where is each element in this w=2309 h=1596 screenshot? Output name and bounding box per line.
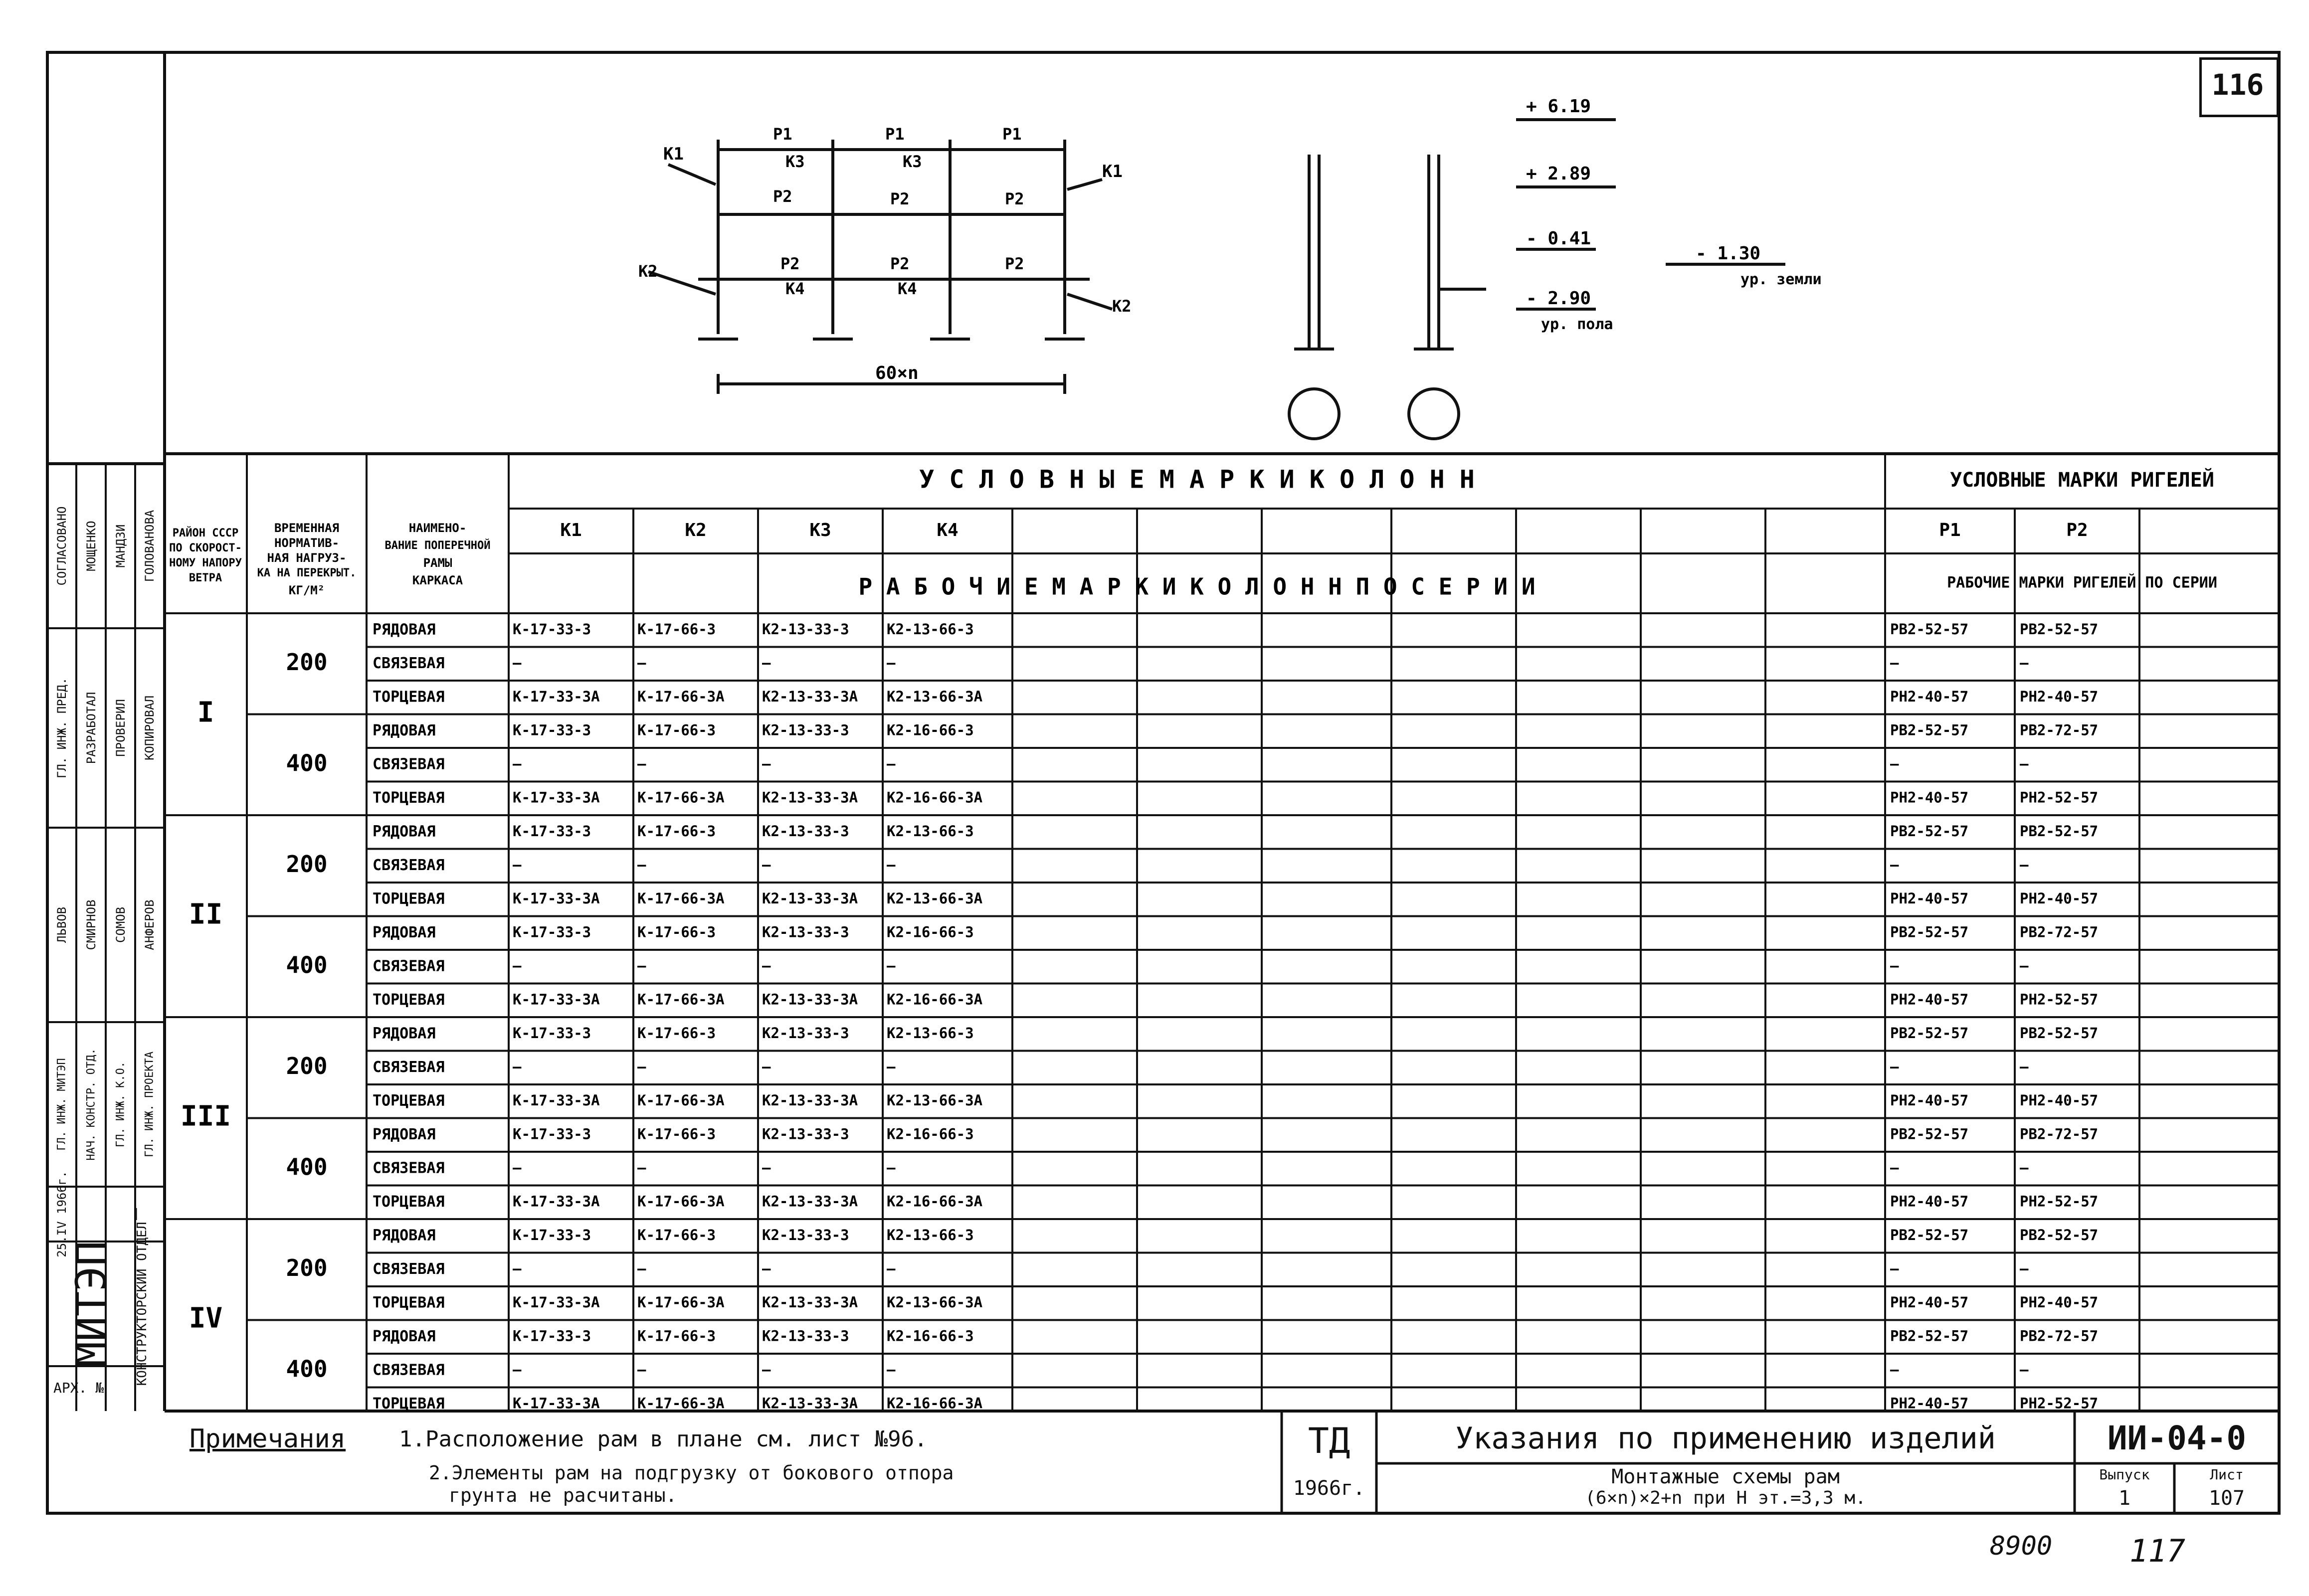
- column-mark: —: [762, 957, 771, 974]
- frame-type: РЯДОВАЯ: [373, 1025, 436, 1043]
- beam-mark: РВ2-72-57: [2020, 1125, 2099, 1143]
- column-mark: —: [762, 856, 771, 874]
- column-mark: К2-13-66-3А: [887, 688, 983, 705]
- header-name: РАМЫ: [423, 556, 452, 570]
- load-value: 400: [286, 951, 328, 979]
- beam-mark: РВ2-52-57: [1890, 1125, 1969, 1143]
- column-mark: К-17-33-3: [513, 822, 591, 840]
- label-p1-a: P1: [773, 125, 792, 144]
- load-value: 200: [286, 648, 328, 676]
- label-k1-right: K1: [1102, 162, 1123, 181]
- column-mark: К-17-33-3А: [513, 688, 600, 705]
- beam-mark: —: [2020, 856, 2029, 874]
- stamp-name-3: ГОЛОВАНОВА: [143, 510, 157, 582]
- header-name: КАРКАСА: [412, 573, 463, 587]
- column-mark: К-17-66-3: [637, 923, 716, 941]
- label-p2-b: P2: [890, 189, 910, 208]
- elev-1-30: - 1.30: [1696, 243, 1761, 264]
- frame-type: СВЯЗЕВАЯ: [373, 1058, 445, 1076]
- column-mark: К2-16-66-3А: [887, 1395, 983, 1411]
- load-value: 200: [286, 1052, 328, 1079]
- frame-type: РЯДОВАЯ: [373, 621, 436, 639]
- frame-type: ТОРЦЕВАЯ: [373, 1193, 445, 1211]
- header-beam-work: РАБОЧИЕ МАРКИ РИГЕЛЕЙ ПО СЕРИИ: [1947, 574, 2217, 592]
- column-mark: К-17-66-3А: [637, 991, 725, 1008]
- beam-mark: РН2-40-57: [1890, 1193, 1969, 1210]
- column-mark: —: [513, 654, 522, 672]
- header-load: КА НА ПЕРЕКРЫТ.: [257, 567, 357, 579]
- column-mark: —: [637, 1159, 646, 1176]
- header-region: НОМУ НАПОРУ: [169, 557, 242, 569]
- column-mark: —: [762, 1361, 771, 1378]
- header-load: ВРЕМЕННАЯ: [274, 521, 340, 535]
- beam-mark: РВ2-52-57: [2020, 1024, 2099, 1042]
- issue-number: 1: [2118, 1487, 2131, 1510]
- column-mark: —: [762, 1159, 771, 1176]
- column-mark: —: [513, 957, 522, 974]
- stamp-name-2: МАНДЗИ: [114, 524, 128, 568]
- column-mark: К2-13-66-3: [887, 1226, 974, 1243]
- stamp-name-4: РАЗРАБОТАЛ: [84, 692, 98, 764]
- label-k2-right: K2: [1112, 297, 1132, 316]
- column-mark: —: [637, 1260, 646, 1277]
- stamp-name-5: ПРОВЕРИЛ: [114, 699, 128, 757]
- beam-mark: РН2-52-57: [2020, 991, 2099, 1008]
- marks-table: [165, 454, 2279, 1411]
- stamp-date: 25.IV 1966г.: [55, 1171, 69, 1257]
- stamp-org-dept: КОНСТРУКТОРСКИЙ ОТДЕЛ: [135, 1222, 150, 1386]
- stamp-dash: —: [124, 1208, 147, 1221]
- column-mark: К-17-33-3: [513, 1327, 591, 1345]
- beam-mark: —: [2020, 1361, 2029, 1378]
- left-stamp: [47, 464, 165, 1411]
- column-mark: К2-16-66-3: [887, 923, 974, 941]
- label-k2-left: K2: [638, 262, 658, 281]
- column-mark: —: [637, 856, 646, 874]
- column-mark: К2-13-33-3: [762, 1327, 849, 1345]
- load-value: 200: [286, 850, 328, 878]
- column-mark: К2-13-66-3: [887, 1024, 974, 1042]
- wind-region: II: [189, 898, 223, 931]
- column-mark: К-17-33-3: [513, 923, 591, 941]
- label-span: 60×n: [875, 363, 919, 383]
- header-name: ВАНИЕ ПОПЕРЕЧНОЙ: [385, 539, 491, 552]
- wind-region: I: [197, 696, 214, 729]
- sheet-subtitle-1: Монтажные схемы рам: [1611, 1465, 1840, 1488]
- column-mark: К-17-66-3: [637, 1125, 716, 1143]
- doc-code: ИИ-04-0: [2107, 1419, 2247, 1457]
- beam-mark: РН2-40-57: [1890, 991, 1969, 1008]
- frame-type: СВЯЗЕВАЯ: [373, 957, 445, 975]
- stamp-role-4: ГЛ. ИНЖ. МИТЭП: [55, 1058, 68, 1151]
- note-1: 1.Расположение рам в плане см. лист №96.: [399, 1426, 928, 1452]
- column-mark: К2-13-33-3А: [762, 991, 858, 1008]
- load-value: 400: [286, 1153, 328, 1181]
- beam-mark: —: [1890, 957, 1899, 974]
- header-k1: К1: [560, 520, 582, 540]
- column-mark: —: [513, 1260, 522, 1277]
- frame-type: ТОРЦЕВАЯ: [373, 991, 445, 1009]
- column-mark: К-17-33-3: [513, 721, 591, 739]
- header-beam-marks: УСЛОВНЫЕ МАРКИ РИГЕЛЕЙ: [1950, 469, 2214, 492]
- column-mark: К-17-66-3: [637, 822, 716, 840]
- header-region: ВЕТРА: [189, 572, 222, 584]
- column-mark: К2-16-66-3: [887, 1327, 974, 1345]
- load-value: 400: [286, 1355, 328, 1383]
- beam-mark: РВ2-52-57: [1890, 721, 1969, 739]
- header-name: НАИМЕНО-: [408, 521, 467, 535]
- column-mark: К-17-33-3А: [513, 789, 600, 806]
- beam-mark: РН2-52-57: [2020, 1395, 2099, 1411]
- beam-mark: —: [2020, 1058, 2029, 1075]
- column-mark: К2-13-66-3: [887, 620, 974, 638]
- beam-mark: РН2-40-57: [1890, 1395, 1969, 1411]
- column-mark: —: [637, 755, 646, 772]
- frame-type: ТОРЦЕВАЯ: [373, 890, 445, 908]
- label-p2-f: P2: [1005, 254, 1024, 273]
- column-mark: К2-13-33-3: [762, 620, 849, 638]
- label-p1-b: P1: [885, 125, 905, 144]
- beam-mark: —: [1890, 1159, 1899, 1176]
- label-p2-c: P2: [1005, 189, 1024, 208]
- stamp-name-9: АНФЕРОВ: [143, 899, 157, 950]
- beam-mark: РН2-40-57: [2020, 1293, 2099, 1311]
- note-2: 2.Элементы рам на подгрузку от бокового отпора: [429, 1462, 954, 1484]
- elev-6-19: + 6.19: [1526, 96, 1591, 117]
- label-k3-a: K3: [785, 152, 805, 171]
- stamp-role-3: ЛЬВОВ: [55, 906, 69, 943]
- label-p2-a: P2: [773, 187, 792, 206]
- beam-mark: РН2-40-57: [2020, 1091, 2099, 1109]
- sheet-title: Указания по применению изделий: [1455, 1421, 1996, 1456]
- frame-type: РЯДОВАЯ: [373, 1327, 436, 1345]
- frame-type: СВЯЗЕВАЯ: [373, 755, 445, 773]
- frame-type: РЯДОВАЯ: [373, 923, 436, 941]
- column-mark: К2-13-33-3: [762, 923, 849, 941]
- footer-area: [165, 1411, 2279, 1513]
- beam-mark: —: [1890, 755, 1899, 772]
- column-mark: К2-13-33-3: [762, 1226, 849, 1243]
- column-mark: К2-16-66-3: [887, 721, 974, 739]
- column-mark: К-17-66-3: [637, 620, 716, 638]
- column-mark: —: [637, 1058, 646, 1075]
- beam-mark: РН2-40-57: [2020, 688, 2099, 705]
- column-mark: —: [887, 957, 896, 974]
- column-mark: К-17-66-3: [637, 1327, 716, 1345]
- column-mark: К2-13-33-3: [762, 822, 849, 840]
- column-mark: К2-13-33-3А: [762, 1193, 858, 1210]
- sheet-subtitle-2: (6×n)×2+n при Н эт.=3,3 м.: [1585, 1488, 1866, 1508]
- frame-type: ТОРЦЕВАЯ: [373, 1395, 445, 1411]
- column-mark: —: [887, 856, 896, 874]
- column-mark: —: [513, 1058, 522, 1075]
- beam-mark: —: [1890, 1058, 1899, 1075]
- beam-mark: РН2-40-57: [1890, 1091, 1969, 1109]
- stamp-name-6: КОПИРОВАЛ: [143, 695, 157, 761]
- frame-type: СВЯЗЕВАЯ: [373, 856, 445, 874]
- column-mark: К2-13-66-3А: [887, 1091, 983, 1109]
- elev-2-90: - 2.90: [1526, 288, 1591, 309]
- column-mark: К2-13-33-3А: [762, 1293, 858, 1311]
- stamp-name-10: НАЧ. КОНСТР. ОТД.: [85, 1048, 98, 1161]
- header-k3: К3: [809, 520, 831, 540]
- beam-mark: —: [2020, 755, 2029, 772]
- frame-type: РЯДОВАЯ: [373, 823, 436, 841]
- column-mark: К-17-33-3: [513, 620, 591, 638]
- beam-mark: РН2-52-57: [2020, 789, 2099, 806]
- elev-ground-label: ур. земли: [1740, 271, 1822, 288]
- column-mark: К2-13-33-3А: [762, 789, 858, 806]
- header-column-marks: У С Л О В Н Ы Е М А Р К И К О Л О Н Н: [919, 465, 1475, 494]
- column-mark: —: [513, 1361, 522, 1378]
- wind-region: IV: [189, 1302, 223, 1335]
- frame-type: РЯДОВАЯ: [373, 1227, 436, 1244]
- beam-mark: —: [2020, 957, 2029, 974]
- label-p2-d: P2: [780, 254, 800, 273]
- column-mark: К-17-66-3А: [637, 1293, 725, 1311]
- beam-mark: РВ2-72-57: [2020, 923, 2099, 941]
- stamp-name-12: ГЛ. ИНЖ. ПРОЕКТА: [143, 1052, 156, 1157]
- label-k3-b: K3: [903, 152, 922, 171]
- beam-mark: РВ2-52-57: [2020, 1226, 2099, 1243]
- stamp-name-7: СМИРНОВ: [84, 899, 98, 950]
- column-mark: —: [513, 856, 522, 874]
- column-mark: —: [637, 1361, 646, 1378]
- beam-mark: РВ2-52-57: [2020, 620, 2099, 638]
- bottom-number-2: 117: [2129, 1533, 2185, 1569]
- column-mark: К-17-66-3: [637, 1226, 716, 1243]
- beam-mark: РН2-40-57: [1890, 1293, 1969, 1311]
- column-mark: К-17-33-3А: [513, 991, 600, 1008]
- frame-type: ТОРЦЕВАЯ: [373, 688, 445, 706]
- frame-type: СВЯЗЕВАЯ: [373, 1361, 445, 1379]
- column-mark: —: [762, 1260, 771, 1277]
- header-k4: К4: [937, 520, 959, 540]
- beam-mark: РВ2-52-57: [1890, 1024, 1969, 1042]
- beam-mark: —: [2020, 1260, 2029, 1277]
- header-load: КГ/М²: [288, 583, 325, 597]
- stamp-name-8: СОМОВ: [114, 906, 128, 943]
- column-mark: К2-13-33-3: [762, 1024, 849, 1042]
- label-k4-b: K4: [898, 279, 917, 298]
- beam-mark: РВ2-52-57: [1890, 620, 1969, 638]
- frame-type: ТОРЦЕВАЯ: [373, 1294, 445, 1312]
- frame-type: РЯДОВАЯ: [373, 1125, 436, 1143]
- beam-mark: РВ2-52-57: [1890, 923, 1969, 941]
- stamp-org: МИТЭП: [67, 1241, 116, 1367]
- column-mark: К2-13-33-3А: [762, 1091, 858, 1109]
- column-mark: —: [513, 755, 522, 772]
- frame-type: СВЯЗЕВАЯ: [373, 1159, 445, 1177]
- stamp-arch: АРХ. №: [53, 1380, 104, 1396]
- header-load: НОРМАТИВ-: [274, 536, 340, 550]
- column-mark: К-17-66-3А: [637, 1395, 725, 1411]
- beam-mark: —: [1890, 1361, 1899, 1378]
- column-mark: К-17-66-3А: [637, 789, 725, 806]
- column-mark: К-17-66-3А: [637, 889, 725, 907]
- load-value: 200: [286, 1254, 328, 1281]
- column-mark: —: [762, 654, 771, 672]
- elev-2-89: + 2.89: [1526, 164, 1591, 184]
- column-mark: К2-13-33-3: [762, 1125, 849, 1143]
- column-mark: К-17-33-3А: [513, 1293, 600, 1311]
- column-mark: —: [887, 1058, 896, 1075]
- column-mark: К-17-33-3А: [513, 1091, 600, 1109]
- stamp-role-agreed: СОГЛАСОВАНО: [55, 506, 69, 586]
- frame-type: РЯДОВАЯ: [373, 721, 436, 739]
- column-mark: —: [637, 654, 646, 672]
- beam-mark: РВ2-72-57: [2020, 721, 2099, 739]
- label-p2-e: P2: [890, 254, 910, 273]
- frame-type: ТОРЦЕВАЯ: [373, 1092, 445, 1110]
- column-mark: К-17-66-3А: [637, 1091, 725, 1109]
- beam-mark: РН2-52-57: [2020, 1193, 2099, 1210]
- header-region: ПО СКОРОСТ-: [169, 542, 242, 554]
- notes-heading: Примечания: [190, 1424, 346, 1454]
- frame-type: СВЯЗЕВАЯ: [373, 654, 445, 672]
- beam-mark: —: [1890, 856, 1899, 874]
- column-mark: К2-13-33-3А: [762, 1395, 858, 1411]
- column-mark: К2-13-66-3: [887, 822, 974, 840]
- sheet-label: Лист: [2210, 1466, 2244, 1483]
- column-mark: К2-16-66-3А: [887, 789, 983, 806]
- header-p2: Р2: [2066, 520, 2088, 540]
- beam-mark: РВ2-52-57: [1890, 1226, 1969, 1243]
- column-mark: К2-16-66-3А: [887, 991, 983, 1008]
- label-k1-left: K1: [663, 144, 684, 164]
- column-mark: К-17-33-3А: [513, 1193, 600, 1210]
- column-mark: К-17-66-3А: [637, 1193, 725, 1210]
- column-mark: К-17-66-3: [637, 721, 716, 739]
- td-label: ТД: [1308, 1420, 1350, 1461]
- column-mark: —: [887, 1159, 896, 1176]
- issue-label: Выпуск: [2099, 1466, 2150, 1483]
- beam-mark: РН2-40-57: [1890, 789, 1969, 806]
- beam-mark: —: [1890, 1260, 1899, 1277]
- column-mark: К2-16-66-3А: [887, 1193, 983, 1210]
- column-mark: К2-13-33-3А: [762, 889, 858, 907]
- column-mark: —: [887, 1260, 896, 1277]
- column-mark: —: [887, 1361, 896, 1378]
- beam-mark: РВ2-52-57: [1890, 822, 1969, 840]
- elev-0-41: - 0.41: [1526, 228, 1591, 249]
- beam-mark: —: [2020, 654, 2029, 672]
- column-mark: —: [887, 755, 896, 772]
- column-mark: К2-13-33-3: [762, 721, 849, 739]
- column-mark: К-17-66-3А: [637, 688, 725, 705]
- beam-mark: —: [2020, 1159, 2029, 1176]
- stamp-name-11: ГЛ. ИНЖ. К.О.: [114, 1061, 127, 1148]
- header-column-work: Р А Б О Ч И Е М А Р К И К О Л О Н Н П О С Е Р И И: [858, 573, 1536, 600]
- column-mark: К2-13-33-3А: [762, 688, 858, 705]
- elev-floor-label: ур. пола: [1541, 316, 1613, 333]
- note-3: грунта не расчитаны.: [449, 1484, 677, 1506]
- wind-region: III: [180, 1100, 231, 1133]
- header-load: НАЯ НАГРУЗ-: [267, 551, 347, 565]
- column-mark: К-17-33-3А: [513, 889, 600, 907]
- column-mark: К-17-33-3: [513, 1125, 591, 1143]
- frame-type: СВЯЗЕВАЯ: [373, 1260, 445, 1278]
- stamp-name-1: МОЩЕНКО: [84, 521, 98, 571]
- column-mark: —: [887, 654, 896, 672]
- label-p1-c: P1: [1002, 125, 1022, 144]
- frame-type: ТОРЦЕВАЯ: [373, 789, 445, 807]
- bottom-number-1: 8900: [1990, 1531, 2053, 1561]
- column-mark: —: [513, 1159, 522, 1176]
- sheet-no: 107: [2208, 1487, 2245, 1510]
- header-k2: К2: [685, 520, 707, 540]
- header-p1: Р1: [1939, 520, 1961, 540]
- stamp-role-2: ГЛ. ИНЖ. ПРЕД.: [55, 677, 69, 779]
- header-region: РАЙОН СССР: [172, 527, 239, 539]
- column-mark: К2-16-66-3: [887, 1125, 974, 1143]
- frame-diagram: [598, 80, 1945, 449]
- load-value: 400: [286, 749, 328, 777]
- beam-mark: —: [1890, 654, 1899, 672]
- column-mark: К2-13-66-3А: [887, 889, 983, 907]
- column-mark: —: [762, 755, 771, 772]
- column-mark: К-17-33-3: [513, 1226, 591, 1243]
- label-k4-a: K4: [785, 279, 805, 298]
- td-year: 1966г.: [1293, 1477, 1365, 1500]
- column-mark: К-17-33-3А: [513, 1395, 600, 1411]
- column-mark: К-17-66-3: [637, 1024, 716, 1042]
- beam-mark: РВ2-52-57: [2020, 822, 2099, 840]
- beam-mark: РН2-40-57: [2020, 889, 2099, 907]
- column-mark: К-17-33-3: [513, 1024, 591, 1042]
- beam-mark: РН2-40-57: [1890, 688, 1969, 705]
- beam-mark: РВ2-72-57: [2020, 1327, 2099, 1345]
- sheet-number: 116: [2211, 68, 2264, 102]
- column-mark: —: [637, 957, 646, 974]
- column-mark: К2-13-66-3А: [887, 1293, 983, 1311]
- beam-mark: РВ2-52-57: [1890, 1327, 1969, 1345]
- column-mark: —: [762, 1058, 771, 1075]
- beam-mark: РН2-40-57: [1890, 889, 1969, 907]
